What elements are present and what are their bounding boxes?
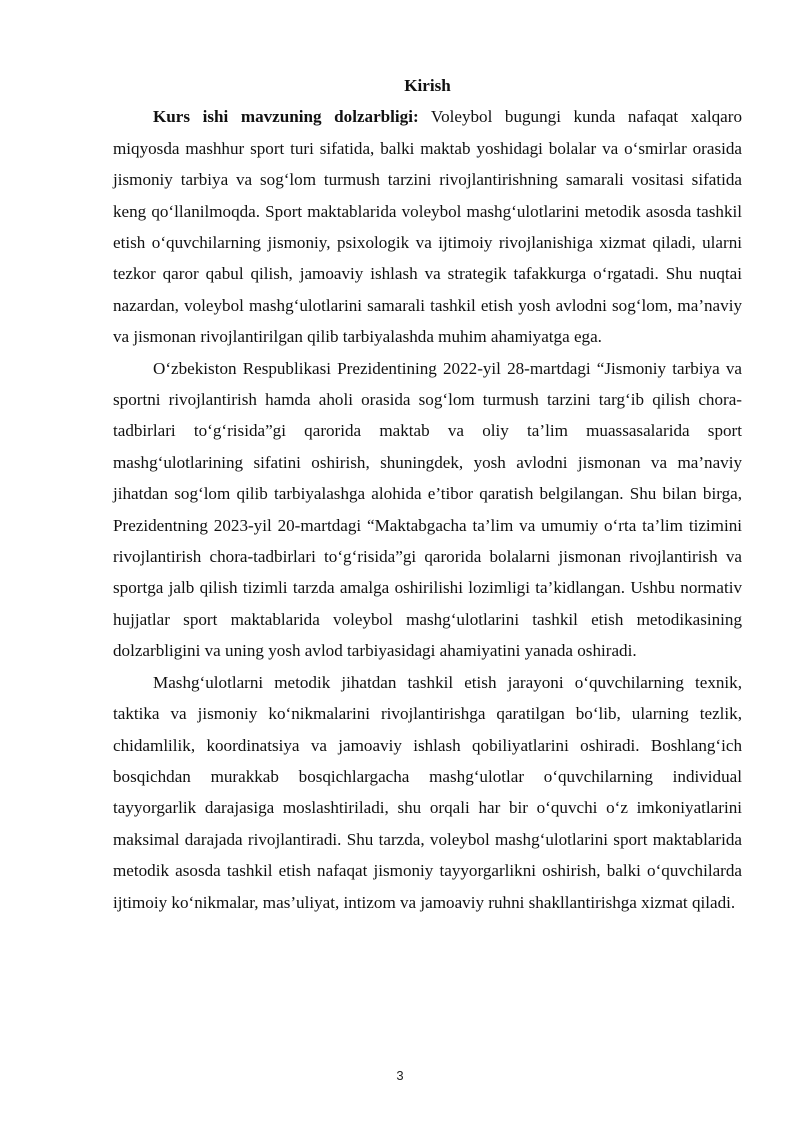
paragraph-methodology: [113, 667, 742, 918]
paragraph-text: O‘zbekiston Respublikasi Prezidentining 2022-yil 28-martdagi “Jismoniy tarbiya va sportni rivojlantirish hamda aholi orasida sog‘lom turmush tarzini targ‘ib qilish chora-tadbirlari to‘g‘risida”gi qarorida maktab va oliy ta’lim muassasalarida sport mashg‘ulotlarining sifatini oshirish, shuningdek, yosh avlodni jismonan va ma’naviy jihatdan sog‘lom qilib tarbiyalashga alohida e’tibor qaratish belgilangan. Shu bilan birga, Prezidentning 2023-yil 20-martdagi “Maktabgacha ta’lim va umumiy o‘rta ta’lim tizimini rivojlantirish chora-tadbirlari to‘g‘risida”gi qarorida bolalarni jismonan rivojlantirish va sportga jalb qilish tizimli tarzda amalga oshirilishi lozimligi ta’kidlangan. Ushbu normativ hujjatlar sport maktablarida voleybol mashg‘ulotlarini tashkil etish metodikasining dolzarbligini va uning yosh avlod tarbiyasidagi ahamiyatini yanada oshiradi.: [113, 358, 742, 661]
page-number: 3: [396, 1068, 404, 1083]
paragraph-lead: Kurs ishi mavzuning dolzarbligi:: [153, 107, 419, 127]
paragraph-text: Mashg‘ulotlarni metodik jihatdan tashkil etish jarayoni o‘quvchilarning texnik, taktika va jismoniy ko‘nikmalarini rivojlantirishga qaratilgan bo‘lib, ularning tezlik, chidamlilik, koordinatsiya va jamoaviy ishlash qobiliyatlarini oshiradi. Boshlang‘ich bosqichdan murakkab bosqichlargacha mashg‘ulotlar o‘quvchilarning individual tayyorgarlik darajasiga moslashtiriladi, shu orqali har bir o‘quvchi o‘z imkoniyatlarini maksimal darajada rivojlantiradi. Shu tarzda, voleybol mashg‘ulotlarini sport maktablarida metodik asosda tashkil etish nafaqat jismoniy tayyorgarlikni oshirish, balki o‘quvchilarda ijtimoiy ko‘nikmalar, mas’uliyat, intizom va jamoaviy ruhni shakllantirishga xizmat qiladi.: [113, 672, 742, 912]
page-body: [113, 70, 742, 918]
paragraph-legislation: [113, 353, 742, 667]
section-heading: Kirish: [404, 76, 451, 95]
paragraph-relevance: [113, 101, 742, 352]
paragraph-text: Voleybol bugungi kunda nafaqat xalqaro miqyosda mashhur sport turi sifatida, balki maktab yoshidagi bolalar va o‘smirlar orasida jismoniy tarbiya va sog‘lom turmush tarzini rivojlantirishning samarali vositasi sifatida keng qo‘llanilmoqda. Sport maktablarida voleybol mashg‘ulotlarini metodik asosda tashkil etish o‘quvchilarning jismoniy, psixologik va ijtimoiy rivojlanishiga xizmat qiladi, ularni tezkor qaror qabul qilish, jamoaviy ishlash va strategik tafakkurga o‘rgatadi. Shu nuqtai nazardan, voleybol mashg‘ulotlarini samarali tashkil etish yosh avlodni sog‘lom, ma’naviy va jismonan rivojlantirilgan qilib tarbiyalashda muhim ahamiyatga ega.: [113, 107, 742, 347]
